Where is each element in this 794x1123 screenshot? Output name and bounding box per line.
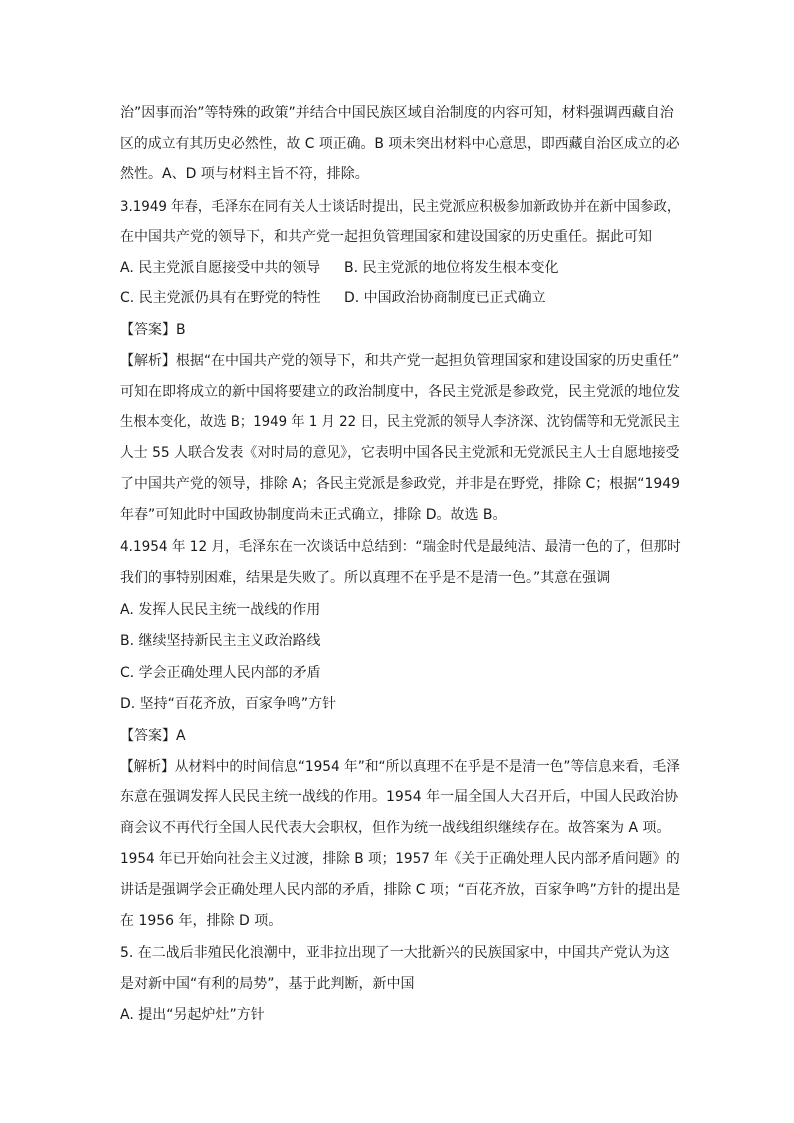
q4-stem-line-1: 4.1954 年 12 月，毛泽东在一次谈话中总结到：“瑞金时代是最纯洁、最清一色的了，但那时 <box>120 539 681 555</box>
q4-option-b: B. 继续坚持新民主主义政治路线 <box>120 633 321 649</box>
q4-explanation-line-4: 1954 年已开始向社会主义过渡，排除 B 项；1957 年《关于正确处理人民内部矛盾问题》的 <box>120 851 680 867</box>
intro-line-3: 然性。A、D 项与材料主旨不符，排除。 <box>120 166 369 182</box>
intro-line-1: 治”因事而治”等特殊的政策”并结合中国民族区域自治制度的内容可知，材料强调西藏自治 <box>120 105 674 121</box>
q3-option-c: C. 民主党派仍具有在野党的特性 <box>120 290 321 306</box>
q4-stem-line-2: 我们的事特别困难，结果是失败了。所以真理不在乎是不是清一色。”其意在强调 <box>120 570 611 586</box>
q3-option-a: A. 民主党派自愿接受中共的领导 <box>120 260 321 276</box>
q4-explanation-line-6: 在 1956 年，排除 D 项。 <box>120 913 283 929</box>
q3-stem-line-2: 在中国共产党的领导下，和共产党一起担负管理国家和建设国家的历史重任。据此可知 <box>120 229 652 245</box>
q4-explanation-line-5: 讲话是强调学会正确处理人民内部的矛盾，排除 C 项；“百花齐放，百家争鸣”方针的提出是 <box>120 882 681 898</box>
intro-line-2: 区的成立有其历史必然性，故 C 项正确。B 项未突出材料中心意思，即西藏自治区成立的必 <box>120 136 680 152</box>
q5-stem-line-2: 是对新中国“有利的局势”，基于此判断，新中国 <box>120 976 415 992</box>
q3-explanation-line-6: 年春”可知此时中国政协制度尚未正式确立，排除 D。故选 B。 <box>120 507 507 523</box>
q3-explanation-line-4: 人士 55 人联合发表《对时局的意见》，它表明中国各民主党派和无党派民主人士自愿地接受 <box>120 445 680 461</box>
q4-explanation-line-2: 东意在强调发挥人民民主统一战线的作用。1954 年一届全国人大召开后，中国人民政治协 <box>120 789 679 805</box>
q3-option-b: B. 民主党派的地位将发生根本变化 <box>344 260 559 276</box>
q5-stem-line-1: 5. 在二战后非殖民化浪潮中，亚非拉出现了一大批新兴的民族国家中，中国共产党认为这 <box>120 945 670 961</box>
q3-answer: 【答案】B <box>120 322 186 338</box>
q4-answer: 【答案】A <box>120 728 186 744</box>
q3-stem-line-1: 3.1949 年春，毛泽东在同有关人士谈话时提出，民主党派应积极参加新政协并在新中国参政， <box>120 199 681 215</box>
q3-explanation-line-1: 【解析】根据“在中国共产党的领导下，和共产党一起担负管理国家和建设国家的历史重任” <box>120 353 680 369</box>
q4-explanation-line-3: 商会议不再代行全国人民代表大会职权，但作为统一战线组织继续存在。故答案为 A 项。 <box>120 820 671 836</box>
q4-option-c: C. 学会正确处理人民内部的矛盾 <box>120 665 321 681</box>
q5-option-a: A. 提出“另起炉灶”方针 <box>120 1007 265 1023</box>
q3-explanation-line-2: 可知在即将成立的新中国将要建立的政治制度中，各民主党派是参政党，民主党派的地位发 <box>120 384 680 400</box>
q3-explanation-line-5: 了中国共产党的领导，排除 A；各民主党派是参政党，并非是在野党，排除 C；根据“1949 <box>120 476 681 492</box>
q3-explanation-line-3: 生根本变化，故选 B；1949 年 1 月 22 日，民主党派的领导人李济深、沈钧儒等和无党派民主 <box>120 414 680 430</box>
q3-option-d: D. 中国政治协商制度已正式确立 <box>344 290 546 306</box>
q4-option-d: D. 坚持“百花齐放，百家争鸣”方针 <box>120 696 337 712</box>
q4-option-a: A. 发挥人民民主统一战线的作用 <box>120 602 321 618</box>
q4-explanation-line-1: 【解析】从材料中的时间信息“1954 年”和“所以真理不在乎是不是清一色”等信息来看，毛泽 <box>120 759 680 775</box>
